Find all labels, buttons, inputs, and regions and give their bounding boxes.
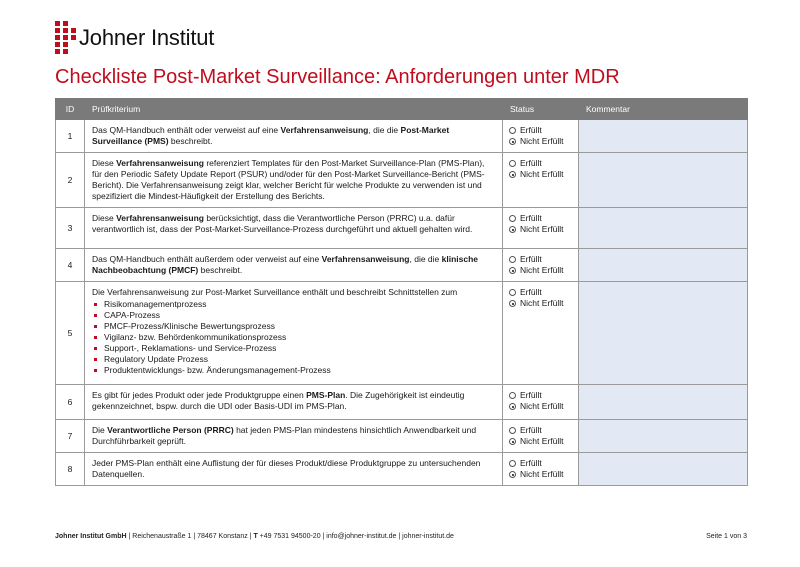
- list-item: Vigilanz- bzw. Behördenkommunikationsprozess: [104, 332, 495, 343]
- radio-button-icon[interactable]: [509, 256, 516, 263]
- comment-field[interactable]: [579, 249, 748, 282]
- criterion-emphasis: Verfahrensanweisung: [116, 213, 204, 223]
- criterion-emphasis: PMS-Plan: [306, 390, 346, 400]
- status-option-erfuellt[interactable]: [509, 158, 578, 169]
- status-option-label: Nicht Erfüllt: [520, 401, 564, 411]
- table-row: [56, 385, 748, 420]
- status-option-label: Nicht Erfüllt: [520, 265, 564, 275]
- radio-button-icon[interactable]: [509, 171, 516, 178]
- comment-field[interactable]: [579, 420, 748, 453]
- status-option-label: Erfüllt: [520, 390, 542, 400]
- status-option-erfuellt[interactable]: [509, 254, 578, 265]
- row-id: 1: [56, 120, 85, 153]
- criterion-fragment: beschreibt.: [198, 265, 243, 275]
- status-option-nicht-erfuellt[interactable]: [509, 136, 578, 147]
- radio-button-icon[interactable]: [509, 127, 516, 134]
- criterion-fragment: Das QM-Handbuch enthält außerdem oder verweist auf eine: [92, 254, 322, 264]
- page-number: Seite 1 von 3: [706, 533, 747, 540]
- table-row: [56, 208, 748, 249]
- status-option-erfuellt[interactable]: [509, 287, 578, 298]
- column-header-id: ID: [56, 99, 85, 120]
- radio-button-icon[interactable]: [509, 392, 516, 399]
- list-item: Produktentwicklungs- bzw. Änderungsmanagement-Prozess: [104, 365, 495, 376]
- comment-field[interactable]: [579, 282, 748, 385]
- table-row: [56, 120, 748, 153]
- column-header-status: Status: [503, 99, 579, 120]
- radio-button-icon[interactable]: [509, 160, 516, 167]
- radio-button-icon[interactable]: [509, 215, 516, 222]
- status-option-nicht-erfuellt[interactable]: [509, 224, 578, 235]
- radio-button-icon[interactable]: [509, 460, 516, 467]
- status-option-erfuellt[interactable]: [509, 458, 578, 469]
- criterion-fragment: Jeder PMS-Plan enthält eine Auflistung der für dieses Produkt/diese Produktgruppe zu untersuchenden Datenquellen.: [92, 458, 481, 479]
- row-id: 8: [56, 453, 85, 486]
- status-option-erfuellt[interactable]: [509, 425, 578, 436]
- list-item: Support-, Reklamations- und Service-Prozess: [104, 343, 495, 354]
- status-option-nicht-erfuellt[interactable]: [509, 298, 578, 309]
- comment-field[interactable]: [579, 385, 748, 420]
- interface-list: [92, 299, 495, 376]
- status-option-erfuellt[interactable]: [509, 390, 578, 401]
- criterion-fragment: Die: [92, 425, 108, 435]
- row-id: 5: [56, 282, 85, 385]
- comment-field[interactable]: [579, 453, 748, 486]
- table-row: [56, 282, 748, 385]
- radio-button-icon[interactable]: [509, 427, 516, 434]
- table-row: [56, 153, 748, 208]
- table-header-row: [56, 99, 748, 120]
- status-option-label: Erfüllt: [520, 158, 542, 168]
- radio-button-icon[interactable]: [509, 403, 516, 410]
- table-row: [56, 420, 748, 453]
- status-option-label: Erfüllt: [520, 287, 542, 297]
- comment-field[interactable]: [579, 120, 748, 153]
- table-row: [56, 249, 748, 282]
- criterion-fragment: , die die: [368, 125, 401, 135]
- criterion-text: [85, 385, 503, 420]
- status-option-label: Erfüllt: [520, 213, 542, 223]
- criterion-text: [85, 282, 503, 385]
- criterion-emphasis: Verantwortliche Person (PRRC): [107, 425, 234, 435]
- logo: [55, 21, 214, 55]
- status-option-label: Nicht Erfüllt: [520, 224, 564, 234]
- list-item: Risikomanagementprozess: [104, 299, 495, 310]
- status-option-label: Nicht Erfüllt: [520, 469, 564, 479]
- footer-tel-label: T: [253, 533, 258, 540]
- criterion-emphasis: Verfahrensanweisung: [280, 125, 369, 135]
- footer: [55, 533, 454, 540]
- status-option-nicht-erfuellt[interactable]: [509, 169, 578, 180]
- status-cell: [503, 420, 579, 453]
- criterion-emphasis: klinische Nachbeobachtung (PMCF): [92, 254, 479, 275]
- radio-button-icon[interactable]: [509, 289, 516, 296]
- status-option-label: Nicht Erfüllt: [520, 136, 564, 146]
- criterion-emphasis: Verfahrensanweisung: [116, 158, 204, 168]
- status-option-label: Nicht Erfüllt: [520, 298, 564, 308]
- radio-button-icon[interactable]: [509, 138, 516, 145]
- column-header-criterion: Prüfkriterium: [85, 99, 503, 120]
- page-title: Checkliste Post-Market Surveillance: Anforderungen unter MDR: [55, 66, 620, 88]
- criterion-text: [85, 249, 503, 282]
- status-option-label: Nicht Erfüllt: [520, 436, 564, 446]
- criterion-fragment: Diese: [92, 158, 117, 168]
- table-row: [56, 453, 748, 486]
- status-option-nicht-erfuellt[interactable]: [509, 265, 578, 276]
- row-id: 3: [56, 208, 85, 249]
- logo-text: Johner Institut: [79, 25, 215, 50]
- status-option-label: Erfüllt: [520, 425, 542, 435]
- row-id: 2: [56, 153, 85, 208]
- status-option-erfuellt[interactable]: [509, 125, 578, 136]
- list-item: Regulatory Update Prozess: [104, 354, 495, 365]
- list-item: CAPA-Prozess: [104, 310, 495, 321]
- footer-address: | Reichenaustraße 1 | 78467 Konstanz |: [126, 533, 254, 540]
- column-header-comment: Kommentar: [579, 99, 748, 120]
- criterion-fragment: hat jeden PMS-Plan mindestens hinsichtlich Anwendbarkeit und Durchführbarkeit geprüft.: [92, 425, 477, 446]
- status-cell: [503, 282, 579, 385]
- comment-field[interactable]: [579, 153, 748, 208]
- status-cell: [503, 208, 579, 249]
- criterion-text: [85, 420, 503, 453]
- status-option-nicht-erfuellt[interactable]: [509, 469, 578, 480]
- comment-field[interactable]: [579, 208, 748, 249]
- status-option-label: Erfüllt: [520, 254, 542, 264]
- list-item: PMCF-Prozess/Klinische Bewertungsprozess: [104, 321, 495, 332]
- row-id: 4: [56, 249, 85, 282]
- status-cell: [503, 249, 579, 282]
- criterion-fragment: Diese: [92, 213, 117, 223]
- row-id: 7: [56, 420, 85, 453]
- criterion-text: [85, 153, 503, 208]
- criterion-text: [85, 120, 503, 153]
- status-option-label: Erfüllt: [520, 458, 542, 468]
- status-cell: [503, 453, 579, 486]
- status-option-nicht-erfuellt[interactable]: [509, 401, 578, 412]
- criterion-fragment: . Die Zugehörigkeit ist eindeutig gekennzeichnet, bspw. durch die UDI oder Basis-UDI im PMS-Plan.: [92, 390, 465, 411]
- criterion-fragment: referenziert Templates für den Post-Market Surveillance-Plan (PMS-Plan), für den Periodic Safety Update Report (PSUR) und/oder für den Post-Market Surveillance-Bericht (PMS-Bericht). Die Verfahrensanweisung zeigt klar, welcher Bericht für welche Produkte zu verwenden ist und spezifiziert die Mindest-Häufigkeit der Erstellung des Berichts.: [92, 158, 485, 201]
- criterion-fragment: Die Verfahrensanweisung zur Post-Market Surveillance enthält und beschreibt Schnittstellen zum: [92, 287, 458, 297]
- criterion-text: [85, 208, 503, 249]
- status-option-nicht-erfuellt[interactable]: [509, 436, 578, 447]
- criterion-fragment: Es gibt für jedes Produkt oder jede Produktgruppe einen: [92, 390, 307, 400]
- footer-company: Johner Institut GmbH: [55, 533, 127, 540]
- criterion-fragment: berücksichtigt, dass die Verantwortliche Person (PRRC) u.a. dafür verantwortlich ist, dass der Post-Market-Surveillance-Prozess durchgeführt und aktuell gehalten wird.: [92, 213, 473, 234]
- status-cell: [503, 385, 579, 420]
- status-option-erfuellt[interactable]: [509, 213, 578, 224]
- radio-button-icon[interactable]: [509, 226, 516, 233]
- radio-button-icon[interactable]: [509, 300, 516, 307]
- status-option-label: Nicht Erfüllt: [520, 169, 564, 179]
- criterion-fragment: , die die: [409, 254, 442, 264]
- criterion-text: [85, 453, 503, 486]
- criterion-emphasis: Post-Market Surveillance (PMS): [92, 125, 450, 146]
- radio-button-icon[interactable]: [509, 438, 516, 445]
- logo-mark-icon: [55, 21, 76, 55]
- criterion-fragment: beschreibt.: [168, 136, 213, 146]
- footer-contact: +49 7531 94500-20 | info@johner-institut.de | johner-institut.de: [257, 533, 454, 540]
- criterion-emphasis: Verfahrensanweisung: [321, 254, 410, 264]
- status-cell: [503, 153, 579, 208]
- checklist-table: [55, 98, 748, 486]
- radio-button-icon[interactable]: [509, 267, 516, 274]
- status-option-label: Erfüllt: [520, 125, 542, 135]
- row-id: 6: [56, 385, 85, 420]
- criterion-fragment: Das QM-Handbuch enthält oder verweist auf eine: [92, 125, 281, 135]
- radio-button-icon[interactable]: [509, 471, 516, 478]
- status-cell: [503, 120, 579, 153]
